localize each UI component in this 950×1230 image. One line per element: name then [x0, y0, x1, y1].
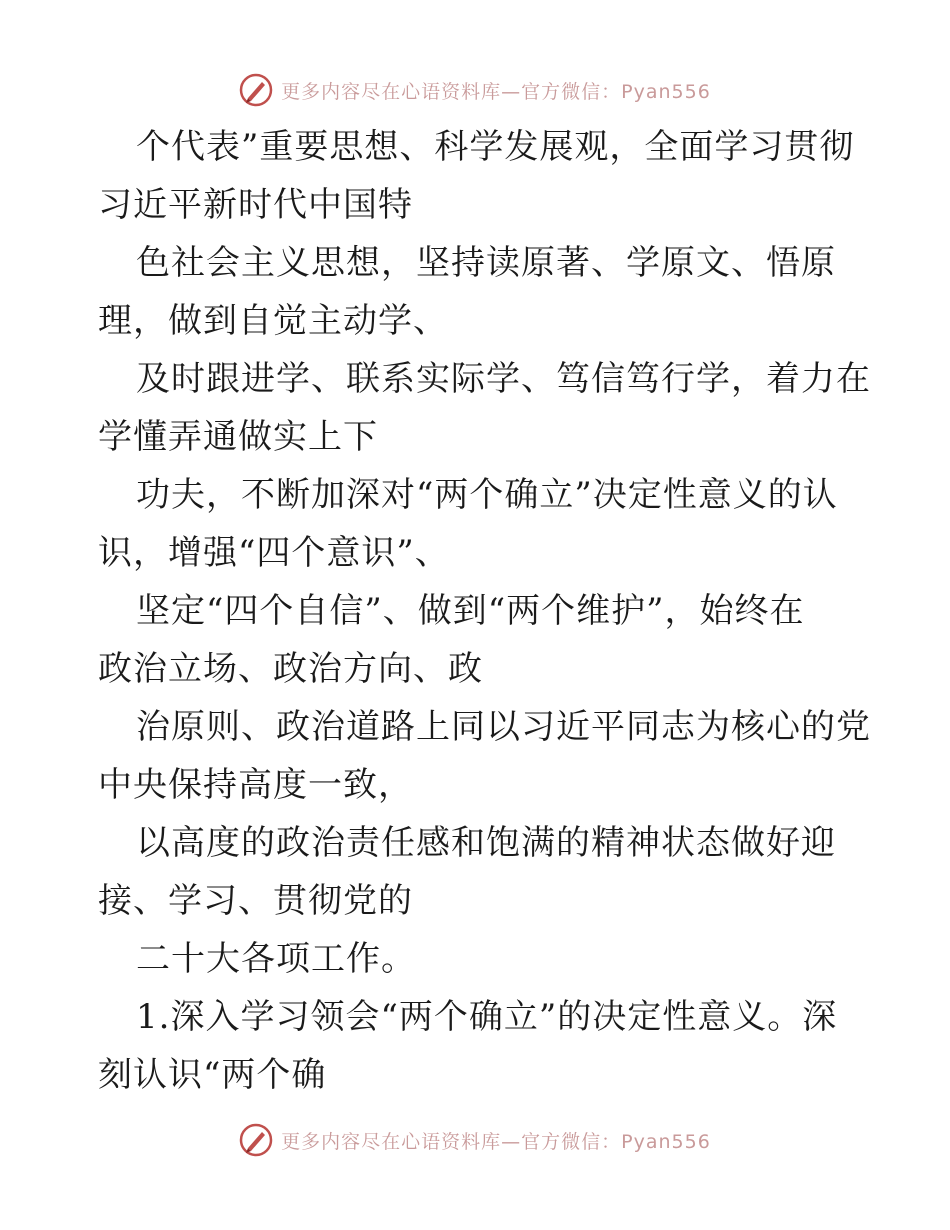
text-line: 治原则、政治道路上同以习近平同志为核心的党	[136, 707, 871, 747]
text-line: 功夫，不断加深对“两个确立”决定性意义的认	[136, 475, 838, 515]
text-line: 学懂弄通做实上下	[98, 417, 378, 457]
text-line: 个代表”重要思想、科学发展观，全面学习贯彻	[136, 127, 855, 167]
text-line: 习近平新时代中国特	[98, 185, 413, 225]
text-line: 识，增强“四个意识”、	[98, 533, 450, 573]
footer-watermark	[0, 1120, 950, 1160]
pen-logo-icon	[239, 1123, 273, 1157]
text-line: 以高度的政治责任感和饱满的精神状态做好迎	[136, 823, 836, 863]
text-line: 政治立场、政治方向、政	[98, 649, 483, 689]
document-body	[98, 118, 871, 1104]
text-line: 中央保持高度一致，	[98, 765, 413, 805]
text-line: 理，做到自觉主动学、	[98, 301, 448, 341]
text-line: 坚定“四个自信”、做到“两个维护”，始终在	[136, 591, 805, 631]
text-line: 刻认识“两个确	[98, 1055, 327, 1095]
text-line: 及时跟进学、联系实际学、笃信笃行学，着力在	[136, 359, 871, 399]
watermark-text: 更多内容尽在心语资料库—官方微信：Pyan556	[281, 1130, 711, 1153]
text-line: 接、学习、贯彻党的	[98, 881, 413, 921]
text-line: 1.深入学习领会“两个确立”的决定性意义。深	[136, 997, 838, 1037]
header-watermark	[0, 70, 950, 110]
text-line: 色社会主义思想，坚持读原著、学原文、悟原	[136, 243, 836, 283]
text-line: 二十大各项工作。	[136, 939, 416, 979]
watermark-text: 更多内容尽在心语资料库—官方微信：Pyan556	[281, 80, 711, 103]
pen-logo-icon	[239, 73, 273, 107]
